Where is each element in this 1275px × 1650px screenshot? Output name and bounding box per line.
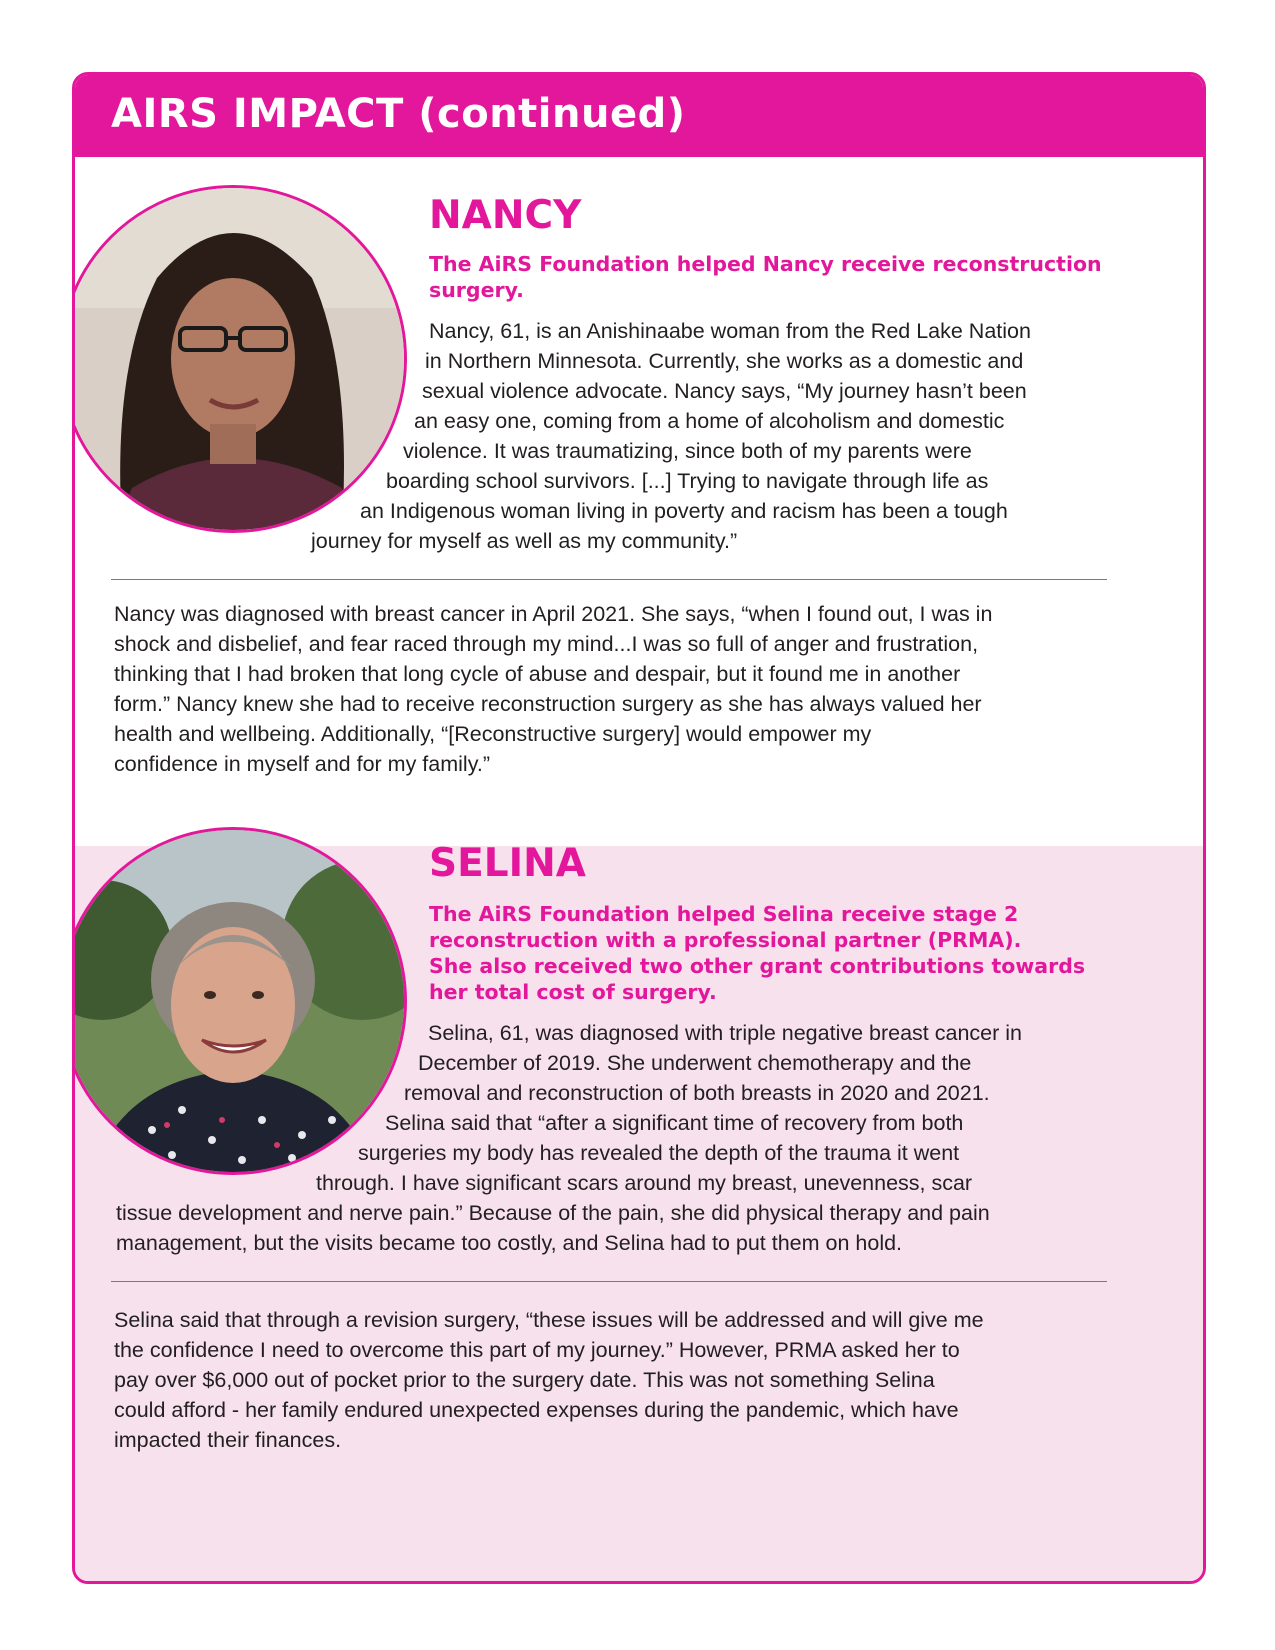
selina-intro-line: tissue development and nerve pain.” Because of the pain, she did physical therapy and pain — [116, 1201, 990, 1225]
selina-subhead-line: The AiRS Foundation helped Selina receive stage 2 — [429, 902, 1019, 926]
selina-paragraph-line: pay over $6,000 out of pocket prior to the surgery date. This was not something Selina — [114, 1368, 935, 1392]
nancy-paragraph-line: thinking that I had broken that long cycle of abuse and despair, but it found me in another — [114, 662, 961, 686]
selina-paragraph-line: could afford - her family endured unexpected expenses during the pandemic, which have — [114, 1398, 959, 1422]
selina-intro-line: Selina, 61, was diagnosed with triple negative breast cancer in — [428, 1021, 1022, 1045]
selina-subhead-line: reconstruction with a professional partner (PRMA). — [429, 928, 1022, 952]
nancy-subhead-line: surgery. — [429, 278, 524, 302]
nancy-paragraph-line: Nancy was diagnosed with breast cancer in April 2021. She says, “when I found out, I was in — [114, 602, 993, 626]
nancy-divider — [111, 579, 1107, 580]
page-title: AIRS IMPACT (continued) — [111, 91, 686, 137]
selina-intro-line: through. I have significant scars around my breast, unevenness, scar — [316, 1171, 973, 1195]
nancy-intro-line: an easy one, coming from a home of alcoholism and domestic — [414, 409, 1005, 433]
nancy-paragraph-line: form.” Nancy knew she had to receive reconstruction surgery as she has always valued her — [114, 692, 982, 716]
selina-paragraph-line: impacted their finances. — [114, 1428, 342, 1452]
selina-name: SELINA — [429, 841, 586, 886]
section-header — [75, 75, 1203, 157]
nancy-paragraph-line: health and wellbeing. Additionally, “[Reconstructive surgery] would empower my — [114, 722, 872, 746]
nancy-intro-line: in Northern Minnesota. Currently, she works as a domestic and — [425, 349, 1024, 373]
selina-subhead — [429, 901, 1085, 1005]
selina-paragraph — [114, 1305, 984, 1455]
nancy-intro-line: violence. It was traumatizing, since both of my parents were — [403, 439, 972, 463]
nancy-intro-line: boarding school survivors. [...] Trying to navigate through life as — [386, 469, 989, 493]
selina-intro-line: management, but the visits became too costly, and Selina had to put them on hold. — [116, 1231, 903, 1255]
selina-intro-line: December of 2019. She underwent chemotherapy and the — [418, 1051, 972, 1075]
selina-intro-line: removal and reconstruction of both breasts in 2020 and 2021. — [404, 1081, 990, 1105]
nancy-photo — [72, 185, 407, 533]
selina-intro-line: surgeries my body has revealed the depth of the trauma it went — [358, 1141, 960, 1165]
selina-photo — [72, 827, 407, 1175]
portrait-photo-icon — [72, 830, 404, 1172]
selina-subhead-line: She also received two other grant contributions towards — [429, 954, 1086, 978]
nancy-paragraph — [114, 599, 992, 779]
nancy-name: NANCY — [429, 193, 582, 238]
nancy-intro-line: sexual violence advocate. Nancy says, “My journey hasn’t been — [422, 379, 1027, 403]
selina-subhead-line: her total cost of surgery. — [429, 980, 717, 1004]
portrait-photo-icon — [72, 188, 404, 530]
selina-divider — [111, 1281, 1107, 1282]
nancy-intro-line: an Indigenous woman living in poverty and racism has been a tough — [360, 499, 1008, 523]
impact-card — [72, 72, 1206, 1584]
nancy-intro-line: Nancy, 61, is an Anishinaabe woman from the Red Lake Nation — [429, 319, 1031, 343]
nancy-subhead — [429, 251, 1102, 303]
nancy-paragraph-line: shock and disbelief, and fear raced through my mind...I was so full of anger and frustration, — [114, 632, 979, 656]
selina-paragraph-line: Selina said that through a revision surgery, “these issues will be addressed and will give me — [114, 1308, 984, 1332]
nancy-intro-line: journey for myself as well as my community.” — [311, 529, 738, 553]
selina-paragraph-line: the confidence I need to overcome this part of my journey.” However, PRMA asked her to — [114, 1338, 960, 1362]
nancy-subhead-line: The AiRS Foundation helped Nancy receive reconstruction — [429, 252, 1102, 276]
nancy-paragraph-line: confidence in myself and for my family.” — [114, 752, 490, 776]
selina-intro-line: Selina said that “after a significant time of recovery from both — [385, 1111, 964, 1135]
